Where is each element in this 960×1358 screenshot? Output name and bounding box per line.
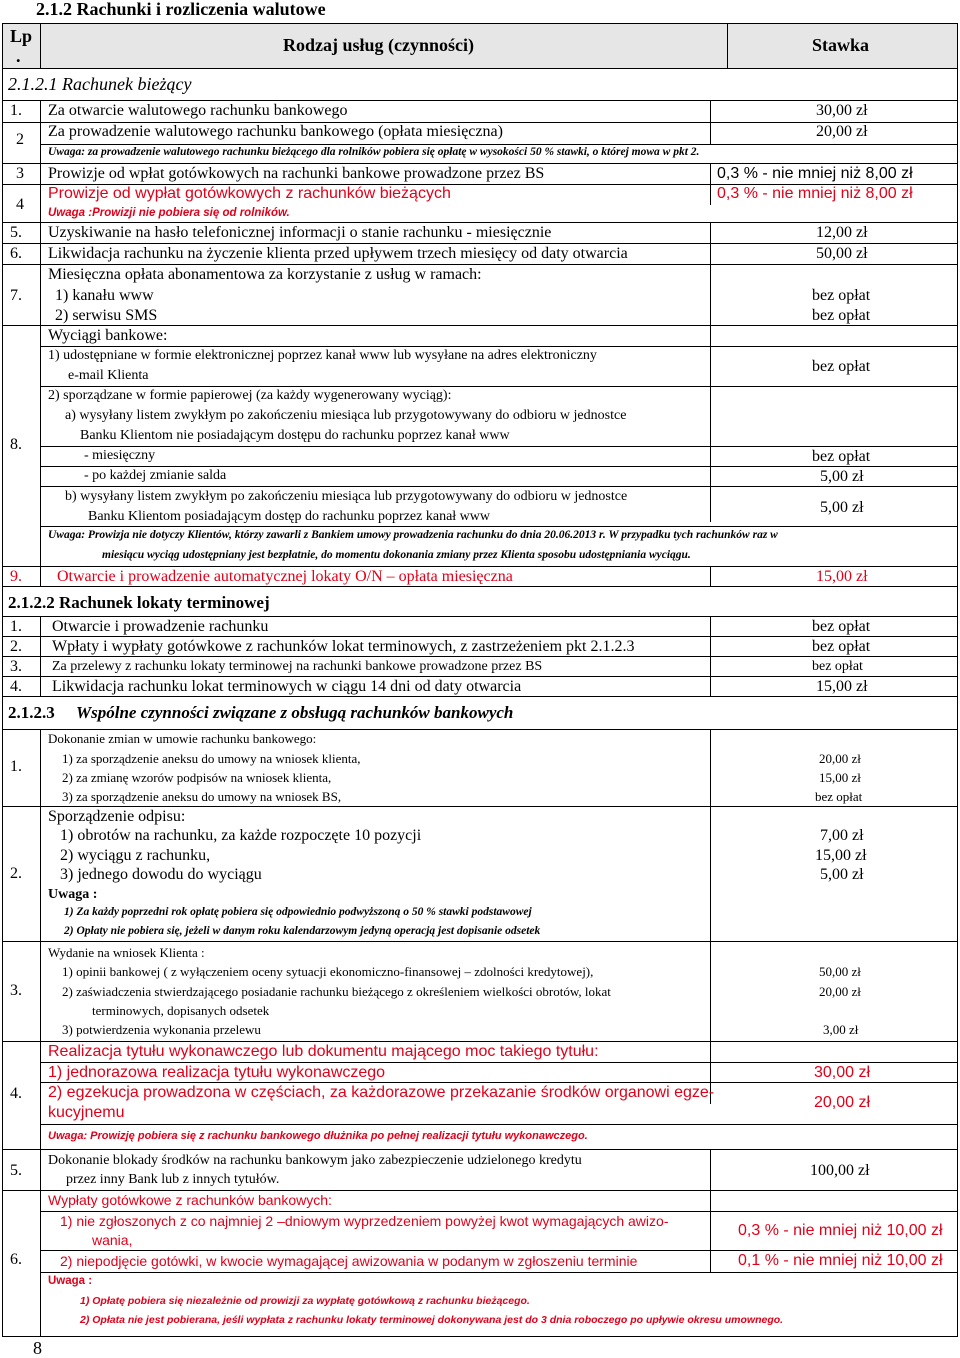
row-num: 6. [10,245,22,262]
note-label: Uwaga : [48,1275,93,1287]
row-rate: 100,00 zł [810,1162,870,1179]
row-rate: bez opłat [812,287,871,304]
row-num: 5. [10,1162,22,1179]
row-sub: 3) jednego dowodu do wyciągu [60,866,262,883]
subsection-title: 2.1.2.1 Rachunek bieżący [8,74,192,94]
row-sub: 2) serwisu SMS [55,307,158,324]
note: Uwaga :Prowizji nie pobiera się od rolników. [48,207,290,219]
row-num: 9. [10,568,22,585]
row-rate: bez opłat [812,618,871,635]
row-rate: 0,1 % - nie mniej niż 10,00 zł [738,1252,943,1269]
note: Uwaga: Prowizja nie dotyczy Klientów, którzy zawarli z Bankiem umowy prowadzenia rachunku do dnia 20.06.2013 r. W przypadku tych rachunków raz w [48,529,778,541]
row-desc: Wydanie na wniosek Klienta : [48,945,205,960]
row-num: 8. [10,436,22,453]
row-rate: 50,00 zł [816,245,868,262]
row-sub: 2) sporządzane w formie papierowej (za każdy wygenerowany wyciąg): [48,388,452,403]
row-rate: 20,00 zł [819,751,861,766]
row-sub: b) wysyłany listem zwykłym po zakończeniu miesiąca lub przygotowywany do odbioru w jednostce [65,489,628,504]
row-rate: 5,00 zł [820,866,864,883]
row-desc: Prowizje od wpłat gotówkowych na rachunki bankowe prowadzone przez BS [48,165,545,182]
row-rate: 15,00 zł [816,568,868,585]
row-desc: Likwidacja rachunku na życzenie klienta przed upływem trzech miesięcy od daty otwarcia [48,245,628,262]
row-sub: - po każdej zmianie salda [84,468,227,483]
row-rate: bez opłat [815,789,863,804]
row-sub: 2) egzekucja prowadzona w częściach, za każdorazowe przekazanie środków organowi egze- [48,1084,715,1101]
row-num: 6. [10,1251,22,1268]
row-rate: 12,00 zł [816,224,868,241]
row-desc: Wpłaty i wypłaty gotówkowe z rachunków lokat terminowych, z zastrzeżeniem pkt 2.1.2.3 [52,638,635,655]
note: 2) Opłata nie jest pobierana, jeśli wypłata z rachunku lokaty terminowej dokonywana jest do 3 dnia roboczego po upływie okresu umownego. [80,1314,784,1326]
row-sub: a) wysyłany listem zwykłym po zakończeniu miesiąca lub przygotowywany do odbioru w jednostce [65,408,627,423]
page-number: 8 [33,1338,42,1358]
row-num: 1. [10,102,22,119]
row-sub: 1) obrotów na rachunku, za każde rozpoczęte 10 pozycji [60,827,422,844]
row-rate: 30,00 zł [814,1064,871,1081]
row-num: 3. [10,658,22,675]
row-rate: bez opłat [812,638,871,655]
row-sub: 3) za sporządzenie aneksu do umowy na wniosek BS, [62,789,342,804]
row-sub: 2) niepodjęcie gotówki, w kwocie wymagającej awizowania w podanym w zgłoszeniu terminie [60,1253,638,1269]
row-rate: 7,00 zł [820,827,864,844]
row-rate: 5,00 zł [820,499,864,516]
row-rate: 30,00 zł [816,102,868,119]
row-sub: 1) kanału www [55,287,154,304]
subsection-title: Wspólne czynności związane z obsługą rachunków bankowych [76,703,514,722]
row-sub: terminowych, dopisanych odsetek [92,1003,270,1018]
header-lp: Lp [10,26,33,46]
row-sub: 1) za sporządzenie aneksu do umowy na wniosek klienta, [62,751,361,766]
row-rate: bez opłat [812,307,871,324]
row-num: 4. [10,1085,22,1102]
row-rate: 15,00 zł [819,770,861,785]
row-num: 1. [10,758,22,775]
row-sub: 1) opinii bankowej ( z wyłączeniem oceny sytuacji ekonomiczno-finansowej – zdolności kredytowej), [62,964,594,979]
row-num: 3. [10,982,22,999]
row-desc: Wyciągi bankowe: [48,327,168,344]
row-desc: Sporządzenie odpisu: [48,808,186,825]
row-num: 2. [10,638,22,655]
note-label: Uwaga : [48,887,98,902]
row-sub: 1) nie zgłoszonych z co najmniej 2 –dniowym wyprzedzeniem powyżej kwot wymagających awizo- [60,1213,669,1229]
row-rate: 15,00 zł [815,847,867,864]
note: Uwaga: Prowizję pobiera się z rachunku bankowego dłużnika po pełnej realizacji tytułu wykonawczego. [48,1130,588,1142]
row-desc: Za prowadzenie walutowego rachunku bankowego (opłata miesięczna) [48,123,503,140]
note: 1) Za każdy poprzedni rok opłatę pobiera się odpowiednio podwyższoną o 50 % stawki podstawowej [64,906,532,918]
row-rate: 15,00 zł [816,678,868,695]
row-desc: Realizacja tytułu wykonawczego lub dokumentu mającego moc takiego tytułu: [48,1043,599,1060]
row-desc: Dokonanie zmian w umowie rachunku bankowego: [48,731,317,746]
row-desc: Likwidacja rachunku lokat terminowych w ciągu 14 dni od daty otwarcia [52,678,522,695]
row-desc: Za otwarcie walutowego rachunku bankowego [48,102,348,119]
row-rate: bez opłat [812,659,863,674]
row-desc: Wypłaty gotówkowe z rachunków bankowych: [48,1192,332,1208]
note: 1) Opłatę pobiera się niezależnie od prowizji za wypłatę gotówkową z rachunku bieżącego. [80,1295,530,1307]
row-sub: Banku Klientom nie posiadającym dostępu do rachunku poprzez kanał www [80,428,510,443]
row-rate: 20,00 zł [819,984,861,999]
row-num: 5. [10,224,22,241]
row-rate: 0,3 % - nie mniej niż 10,00 zł [738,1222,943,1239]
row-sub: Banku Klientom posiadającym dostęp do rachunku poprzez kanał www [88,509,491,524]
row-desc: Miesięczna opłata abonamentowa za korzystanie z usług w ramach: [48,266,482,283]
row-sub: 2) za zmianę wzorów podpisów na wniosek klienta, [62,770,332,785]
row-rate: bez opłat [812,358,871,375]
row-rate: 5,00 zł [820,468,864,485]
row-desc: Uzyskiwanie na hasło telefonicznej informacji o stanie rachunku - miesięcznie [48,224,552,241]
row-sub: 1) udostępniane w formie elektronicznej poprzez kanał www lub wysyłane na adres elektroniczny [48,348,597,363]
row-rate: 20,00 zł [816,123,868,140]
row-num: 2. [10,865,22,882]
row-sub: wania, [92,1232,133,1248]
row-rate: 3,00 zł [823,1022,859,1037]
row-rate: 50,00 zł [819,964,861,979]
header-service: Rodzaj usług (czynności) [283,35,475,55]
header-lp-dot: . [16,46,21,66]
row-num: 4 [16,196,24,213]
row-num: 7. [10,287,22,304]
row-num: 4. [10,678,22,695]
row-num: 3 [16,165,24,182]
section-title: 2.1.2 Rachunki i rozliczenia walutowe [36,0,326,19]
row-sub: 2) wyciągu z rachunku, [60,847,211,864]
row-rate: 0,3 % - nie mniej niż 8,00 zł [717,185,913,202]
row-desc: Otwarcie i prowadzenie automatycznej lokaty O/N – opłata miesięczna [57,568,513,585]
row-sub: kucyjnemu [48,1104,125,1121]
row-num: 1. [10,618,22,635]
note: 2) Opłaty nie pobiera się, jeżeli w danym roku kalendarzowym jedyną operacją jest dopisanie odsetek [64,925,541,937]
row-desc: Dokonanie blokady środków na rachunku bankowym jako zabezpieczenie udzielonego kredytu [48,1153,582,1168]
subsection-title-num: 2.1.2.3 [8,703,55,722]
row-sub: - miesięczny [84,448,156,463]
note: Uwaga: za prowadzenie walutowego rachunku bieżącego dla rolników pobiera się opłatę w wysokości 50 % stawki, o której mowa w pkt 2. [48,146,700,158]
row-rate: bez opłat [812,448,871,465]
row-sub: 1) jednorazowa realizacja tytułu wykonawczego [48,1064,386,1081]
row-num: 2 [16,131,24,148]
row-sub: 3) potwierdzenia wykonania przelewu [62,1022,261,1037]
row-rate: 0,3 % - nie mniej niż 8,00 zł [717,165,913,182]
row-desc: Prowizje od wypłat gotówkowych z rachunków bieżących [48,185,451,202]
note: miesiącu wyciąg udostępniany jest bezpłatnie, do momentu dokonania zmiany przez Klienta sposobu udostępniania wyciągu. [102,549,691,561]
subsection-title: 2.1.2.2 Rachunek lokaty terminowej [8,593,270,612]
row-desc: Otwarcie i prowadzenie rachunku [52,618,269,635]
row-sub: e-mail Klienta [68,368,149,383]
row-rate: 20,00 zł [814,1094,871,1111]
row-desc: Za przelewy z rachunku lokaty terminowej na rachunki bankowe prowadzone przez BS [52,659,543,674]
row-desc: przez inny Bank lub z innych tytułów. [66,1172,280,1187]
row-sub: 2) zaświadczenia stwierdzającego posiadanie rachunku bieżącego z określeniem wielkości obrotów, lokat [62,984,611,999]
header-rate: Stawka [812,35,870,55]
